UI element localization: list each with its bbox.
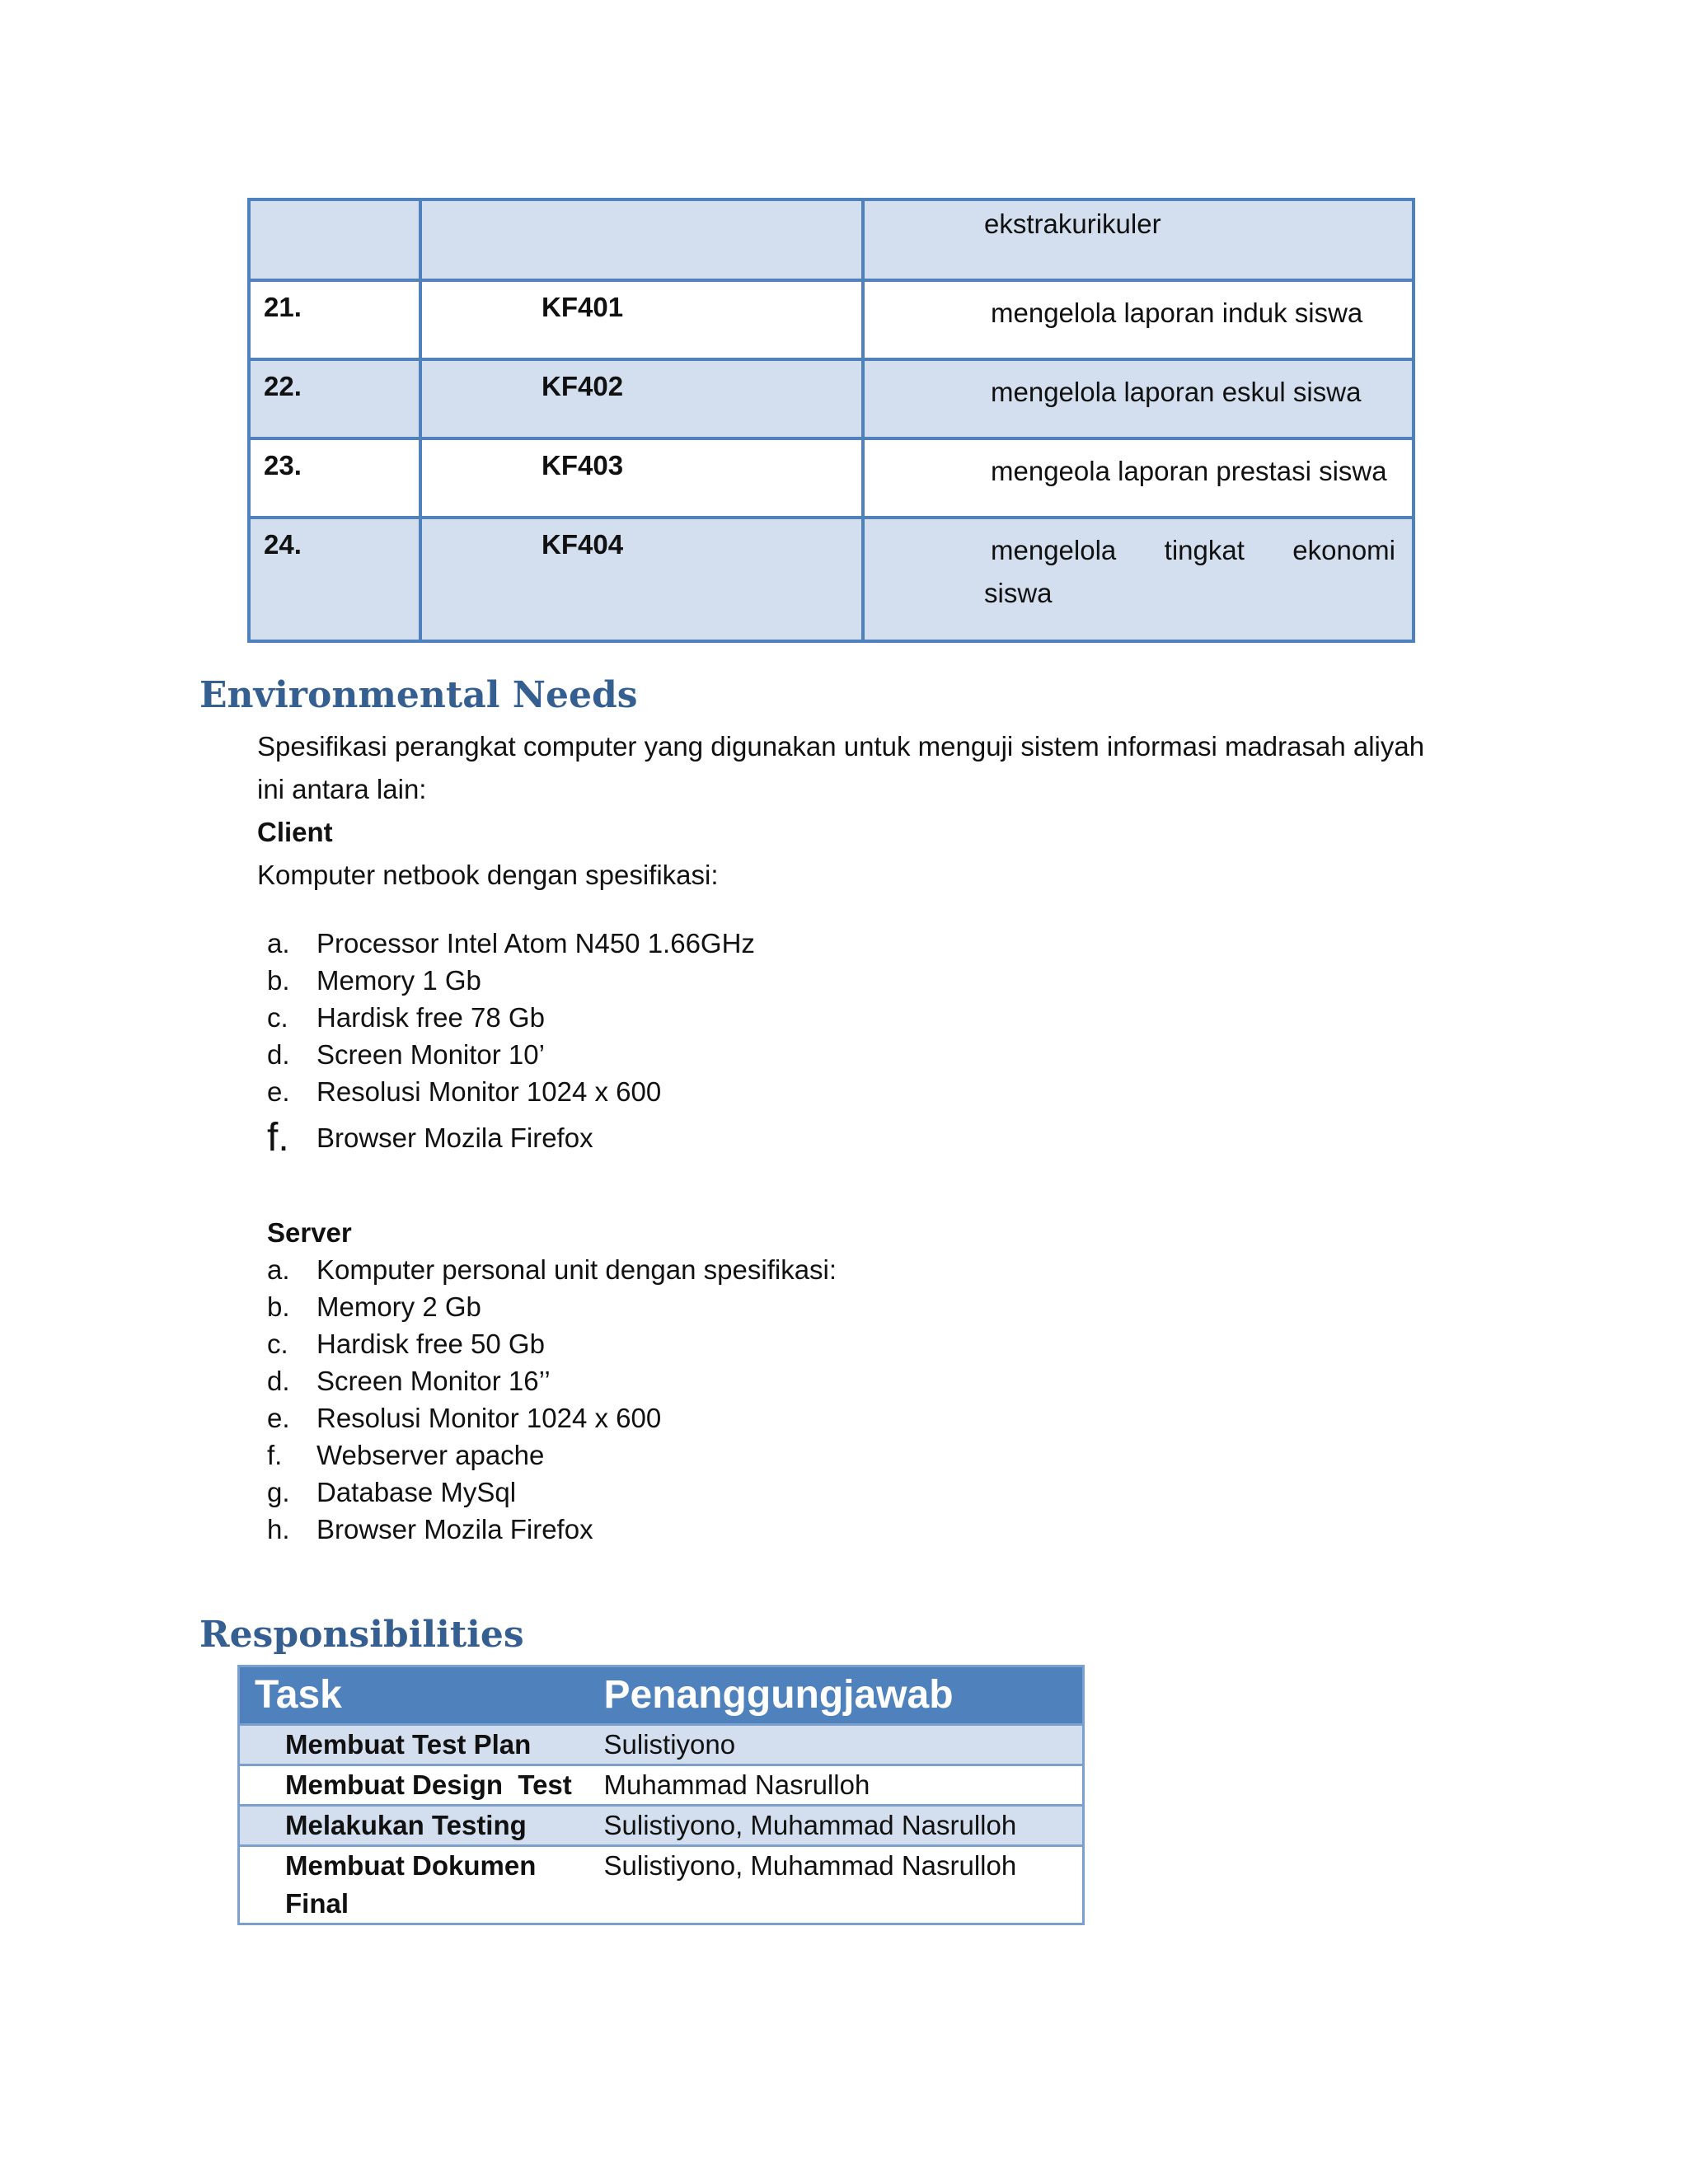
function-code: KF403 [420, 438, 863, 518]
responsibilities-table [237, 1665, 1085, 1925]
client-subtitle: Komputer netbook dengan spesifikasi: [257, 860, 719, 890]
server-label: Server [267, 1217, 352, 1248]
task-cell-line1: Membuat Dokumen [285, 1850, 537, 1881]
server-spec-list [257, 1251, 837, 1548]
list-item-text: Resolusi Monitor 1024 x 600 [316, 1076, 662, 1107]
list-item [257, 999, 755, 1036]
list-marker: b. [267, 965, 290, 996]
list-item [257, 1474, 837, 1511]
owner-cell: Sulistiyono, Muhammad Nasrulloh [589, 1806, 1084, 1846]
intro-line-2: ini antara lain: [257, 774, 427, 804]
list-item [257, 1511, 837, 1548]
list-item [257, 925, 755, 962]
function-description [863, 518, 1414, 641]
function-description-line1 [984, 529, 1395, 572]
function-description-text: mengeola laporan prestasi siswa [991, 456, 1387, 486]
function-code [420, 199, 863, 280]
responsibilities-heading: Responsibilities [199, 1614, 524, 1656]
list-marker: b. [267, 1291, 290, 1322]
list-marker: e. [267, 1403, 290, 1433]
function-description [863, 199, 1414, 280]
list-marker: g. [267, 1477, 290, 1507]
word: mengelola [991, 535, 1117, 565]
list-item-text: Screen Monitor 10’ [316, 1039, 545, 1070]
word: ekonomi [1292, 535, 1395, 565]
owner-cell: Muhammad Nasrulloh [589, 1765, 1084, 1806]
function-description [863, 438, 1414, 518]
task-cell [239, 1846, 589, 1924]
row-number: 21. [249, 280, 420, 359]
list-item [257, 1110, 755, 1160]
list-marker: d. [267, 1039, 290, 1070]
list-item-text: Webserver apache [316, 1440, 545, 1470]
function-description-text: mengelola laporan induk siswa [991, 298, 1363, 328]
task-cell-line2: Final [285, 1888, 349, 1919]
client-spec-list [257, 925, 755, 1160]
function-description [863, 359, 1414, 438]
list-item-text: Processor Intel Atom N450 1.66GHz [316, 928, 755, 958]
list-item [257, 1399, 837, 1436]
list-item-text: Hardisk free 78 Gb [316, 1002, 545, 1033]
client-label: Client [257, 817, 333, 847]
list-marker: a. [267, 1254, 290, 1285]
list-marker: f. [267, 1440, 283, 1470]
table-row [249, 438, 1414, 518]
list-marker: f. [267, 1116, 289, 1160]
list-item-text: Database MySql [316, 1477, 517, 1507]
row-number: 22. [249, 359, 420, 438]
table-row [239, 1725, 1084, 1765]
function-code: KF404 [420, 518, 863, 641]
list-item [257, 1436, 837, 1474]
table-row [249, 359, 1414, 438]
word: tingkat [1164, 535, 1245, 565]
list-item [257, 1251, 837, 1288]
function-description-text: ekstrakurikuler [984, 209, 1161, 239]
task-cell: Membuat Test Plan [239, 1725, 589, 1765]
owner-column-header: Penanggungjawab [589, 1666, 1084, 1725]
list-item [257, 1325, 837, 1362]
table-row [249, 199, 1414, 280]
list-marker: e. [267, 1076, 290, 1107]
table-row [239, 1846, 1084, 1924]
list-marker: h. [267, 1514, 290, 1544]
list-marker: a. [267, 928, 290, 958]
list-item-text: Browser Mozila Firefox [316, 1122, 593, 1153]
function-code: KF402 [420, 359, 863, 438]
owner-cell: Sulistiyono [589, 1725, 1084, 1765]
intro-line-1: Spesifikasi perangkat computer yang digunakan untuk menguji sistem informasi madrasah aliyah [257, 731, 1425, 762]
list-item-text: Memory 2 Gb [316, 1291, 481, 1322]
row-number: 23. [249, 438, 420, 518]
function-description-line2: siswa [984, 578, 1053, 608]
list-item-text: Memory 1 Gb [316, 965, 481, 996]
list-item [257, 1362, 837, 1399]
list-item-text: Hardisk free 50 Gb [316, 1329, 545, 1359]
function-description [863, 280, 1414, 359]
list-item [257, 962, 755, 999]
table-row [249, 280, 1414, 359]
task-cell: Melakukan Testing [239, 1806, 589, 1846]
list-marker: c. [267, 1329, 288, 1359]
task-cell: Membuat Design Test [239, 1765, 589, 1806]
list-item [257, 1288, 837, 1325]
list-marker: c. [267, 1002, 288, 1033]
table-row [239, 1765, 1084, 1806]
list-item [257, 1036, 755, 1073]
table-header-row [239, 1666, 1084, 1725]
owner-cell: Sulistiyono, Muhammad Nasrulloh [589, 1846, 1084, 1924]
table-row [239, 1806, 1084, 1846]
list-item-text: Browser Mozila Firefox [316, 1514, 593, 1544]
row-number [249, 199, 420, 280]
environmental-needs-heading: Environmental Needs [199, 674, 638, 716]
list-item-text: Resolusi Monitor 1024 x 600 [316, 1403, 662, 1433]
list-marker: d. [267, 1366, 290, 1396]
function-code: KF401 [420, 280, 863, 359]
function-description-text: mengelola laporan eskul siswa [991, 377, 1362, 407]
list-item-text: Screen Monitor 16’’ [316, 1366, 551, 1396]
row-number: 24. [249, 518, 420, 641]
function-table [247, 198, 1415, 643]
list-item-text: Komputer personal unit dengan spesifikasi: [316, 1254, 837, 1285]
table-row [249, 518, 1414, 641]
list-item [257, 1073, 755, 1110]
task-column-header: Task [239, 1666, 589, 1725]
